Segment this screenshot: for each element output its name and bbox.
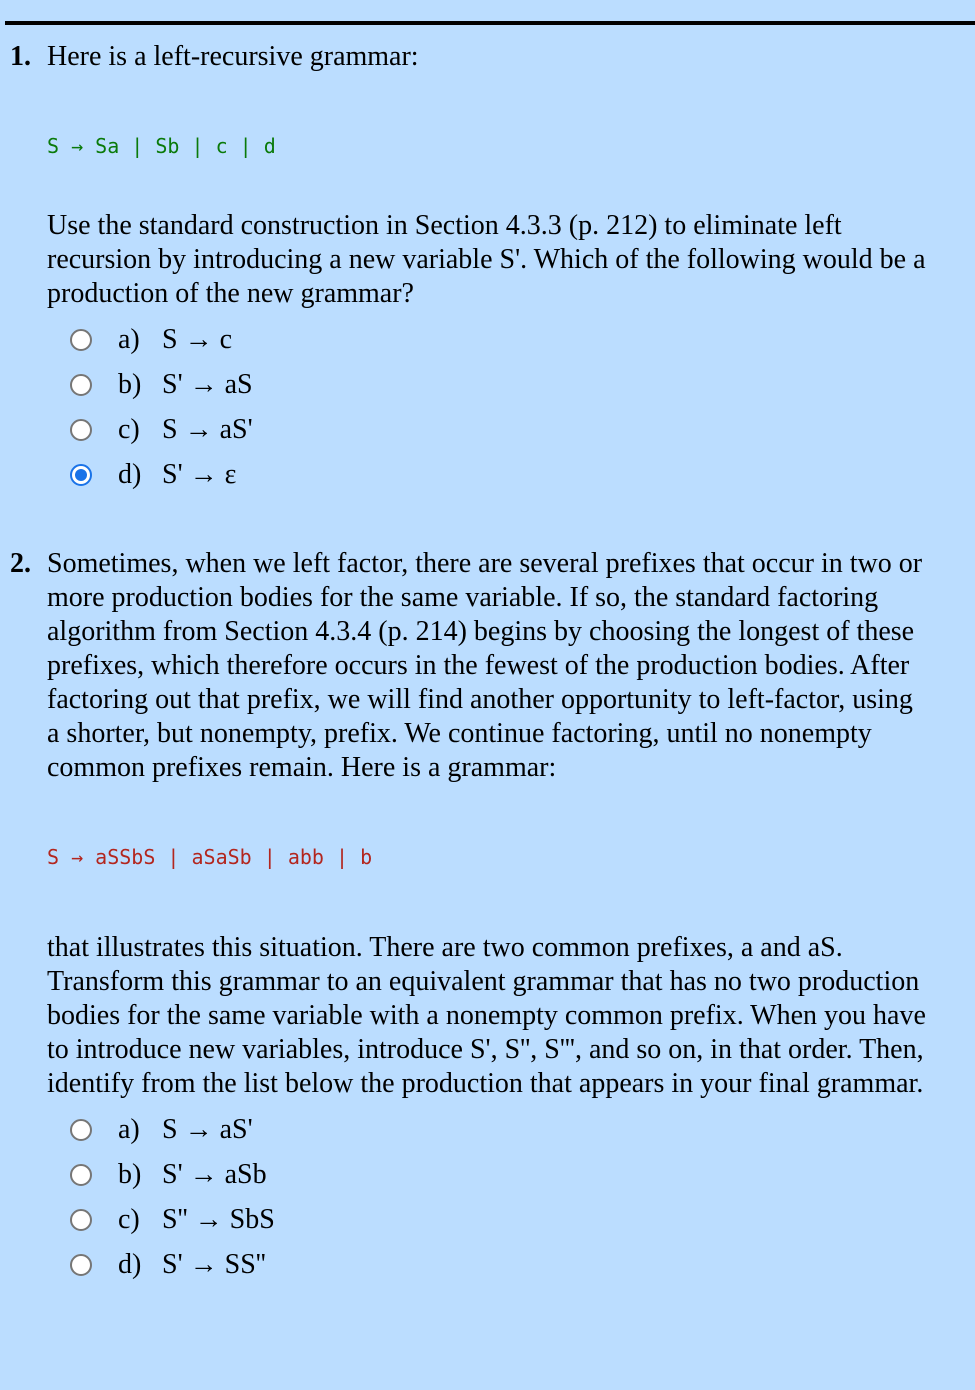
option-text: S → aS' <box>162 1113 253 1145</box>
question-2 <box>10 547 930 1287</box>
option-c[interactable] <box>70 407 930 452</box>
radio-button[interactable] <box>70 1164 92 1186</box>
radio-button[interactable] <box>70 1119 92 1141</box>
option-a[interactable] <box>70 1107 930 1152</box>
option-a[interactable] <box>70 317 930 362</box>
grammar-code: S → Sa | Sb | c | d <box>47 134 276 158</box>
question-1-header <box>10 40 930 74</box>
option-text: S' → aSb <box>162 1158 267 1190</box>
option-text: S' → SS'' <box>162 1248 266 1280</box>
radio-button[interactable] <box>70 1254 92 1276</box>
question-number: 2. <box>10 548 31 579</box>
question-intro: Sometimes, when we left factor, there are several prefixes that occur in two or more production bodies for the same variable. If so, the standard factoring algorithm from Section 4.3.4 (p. 214) begins by choosing the longest of these prefixes, which therefore occurs in the fewest of the production bodies. After factoring out that prefix, we will find another opportunity to left-factor, using a shorter, but nonempty, prefix. We continue factoring, until no nonempty common prefixes remain. Here is a grammar: <box>47 548 923 783</box>
answer-options <box>10 1107 930 1287</box>
question-intro: Here is a left-recursive grammar: <box>47 41 419 72</box>
option-letter: a) <box>118 323 140 355</box>
answer-options <box>10 317 930 497</box>
question-number: 1. <box>10 41 31 72</box>
option-letter: b) <box>118 368 142 400</box>
option-text: S → c <box>162 323 232 355</box>
option-text: S' → ε <box>162 458 237 490</box>
radio-button[interactable] <box>70 419 92 441</box>
option-text: S' → aS <box>162 368 253 400</box>
option-d[interactable] <box>70 1242 930 1287</box>
top-rule <box>5 21 975 25</box>
option-c[interactable] <box>70 1197 930 1242</box>
radio-button[interactable] <box>70 329 92 351</box>
option-letter: d) <box>118 458 142 490</box>
option-letter: c) <box>118 413 140 445</box>
radio-button[interactable] <box>70 374 92 396</box>
question-prompt: that illustrates this situation. There are two common prefixes, a and aS. Transform this grammar to an equivalent grammar that has no two production bodies for the same variable with a nonempty common prefix. When you have to introduce new variables, introduce S', S'', S''', and so on, in that order. Then, identify from the list below the production that appears in your final grammar. <box>47 932 926 1099</box>
option-b[interactable] <box>70 362 930 407</box>
radio-button-selected[interactable] <box>70 464 92 486</box>
option-text: S'' → SbS <box>162 1203 275 1235</box>
option-letter: a) <box>118 1113 140 1145</box>
question-prompt: Use the standard construction in Section 4.3.3 (p. 212) to eliminate left recursion by introducing a new variable S'. Which of the following would be a production of the new grammar? <box>47 210 926 309</box>
option-letter: d) <box>118 1248 142 1280</box>
question-2-header <box>10 547 930 785</box>
option-b[interactable] <box>70 1152 930 1197</box>
radio-button[interactable] <box>70 1209 92 1231</box>
question-1 <box>10 40 930 497</box>
option-text: S → aS' <box>162 413 253 445</box>
option-letter: b) <box>118 1158 142 1190</box>
option-letter: c) <box>118 1203 140 1235</box>
grammar-code: S → aSSbS | aSaSb | abb | b <box>47 845 373 869</box>
option-d[interactable] <box>70 452 930 497</box>
